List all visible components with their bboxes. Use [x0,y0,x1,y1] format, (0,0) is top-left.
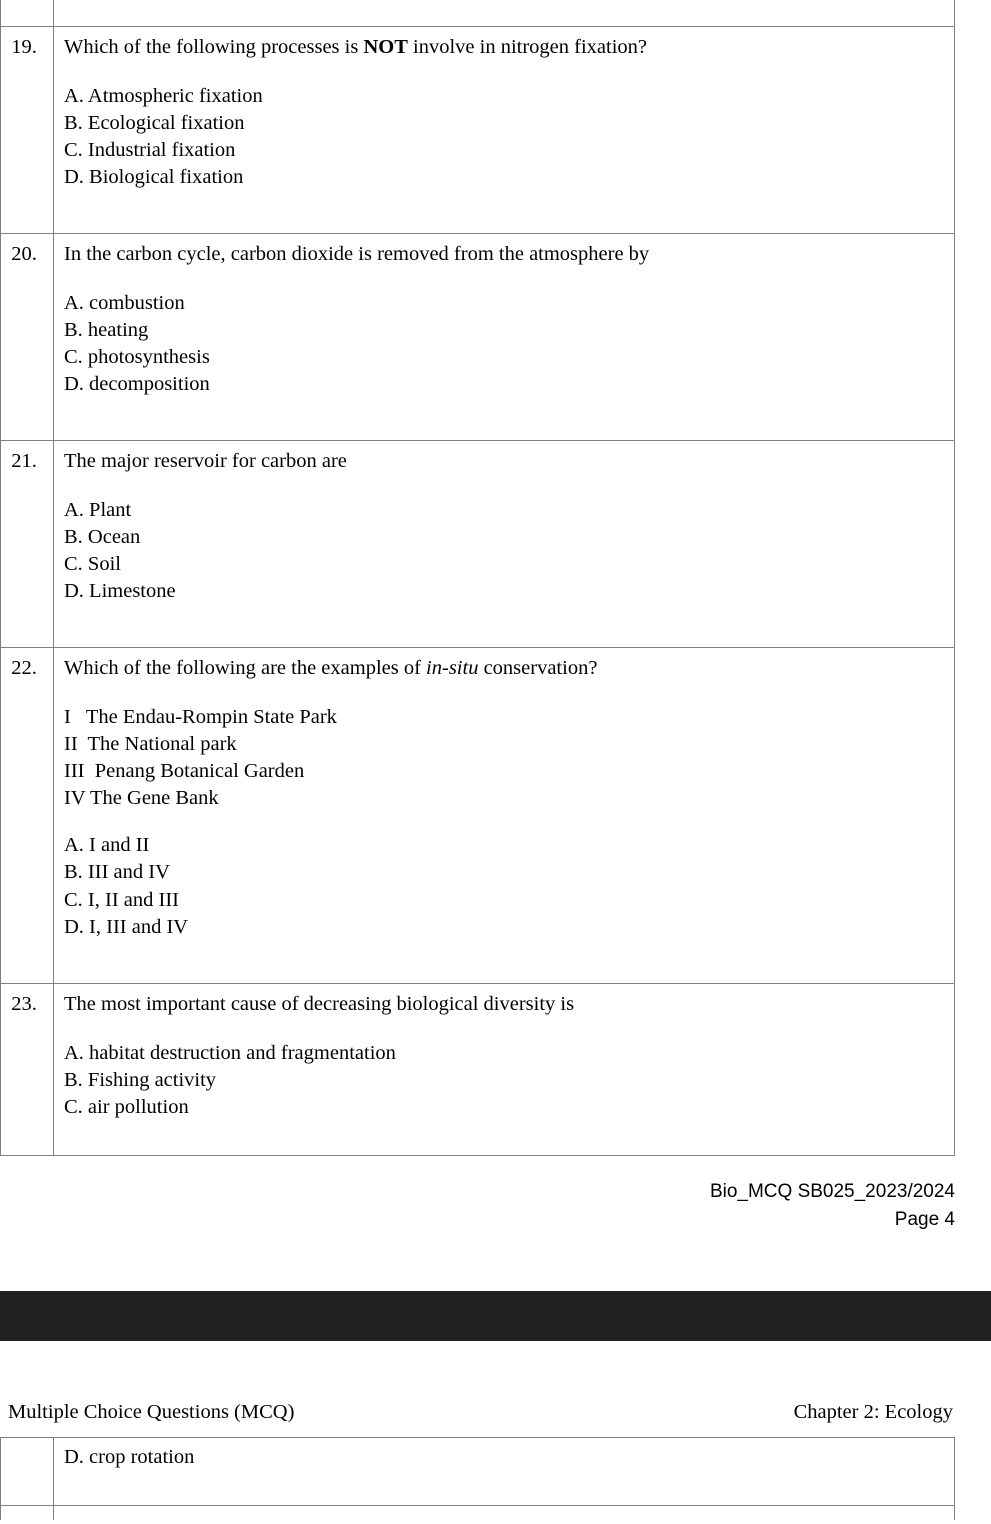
option-a: A. combustion [64,291,185,314]
question-number-cell-empty [1,1438,54,1506]
question-number-cell [1,1506,54,1521]
footer-page-number: Page 4 [894,1208,955,1230]
option-b: B. Ocean [64,526,141,549]
question-body [54,26,955,233]
option-b: B. Fishing activity [64,1068,217,1091]
running-head-right: Chapter 2: Ecology [793,1401,953,1423]
spacer [64,61,946,83]
spacer [64,605,946,639]
question-stem: In the carbon cycle, carbon dioxide is removed from the atmosphere by [64,242,650,265]
table-row [1,648,955,983]
question-number: 20. [1,233,54,440]
spacer [64,191,946,225]
spacer [64,475,946,497]
table-row [1,440,955,647]
spacer [64,812,946,832]
statement-ii: II The National park [64,733,237,756]
question-body [54,648,955,983]
table-row [1,983,955,1155]
option-a: A. Plant [64,499,132,522]
statement-iii: III Penang Botanical Garden [64,760,305,783]
question-number-cell [1,0,54,26]
page-separator-band [0,1291,991,1341]
questions-table-bottom [0,1437,955,1520]
statement-i: I The Endau-Rompin State Park [64,706,337,729]
question-stem: The major reservoir for carbon are [64,449,347,472]
question-number: 21. [1,440,54,647]
option-a: A. I and II [64,834,150,857]
question-stem-italic: in-situ [426,657,479,680]
option-d: D. Biological fixation [64,165,244,188]
table-row-clipped [1,0,955,26]
option-a: A. habitat destruction and fragmentation [64,1041,396,1064]
question-body [54,983,955,1155]
spacer [64,1471,946,1497]
page-fragment-bottom [0,1399,991,1520]
spacer [64,1018,946,1040]
question-body-cell [54,1506,955,1521]
option-b: B. Ecological fixation [64,111,245,134]
option-d: D. crop rotation [64,1446,195,1468]
option-c: C. photosynthesis [64,345,210,368]
question-body-continued [54,1438,955,1506]
question-stem-part1: Which of the following processes is [64,35,364,58]
option-d: D. Limestone [64,580,176,603]
table-row-clipped [1,1506,955,1521]
question-stem-part2: involve in nitrogen fixation? [407,35,648,58]
question-body [54,233,955,440]
option-d: D. decomposition [64,372,210,395]
table-row [1,233,955,440]
question-number: 23. [1,983,54,1155]
question-body-cell [54,0,955,26]
question-stem [64,655,946,682]
table-row [1,26,955,233]
spacer [64,268,946,290]
option-c: C. I, II and III [64,888,179,911]
spacer [64,1121,946,1147]
running-head-left: Multiple Choice Questions (MCQ) [8,1401,295,1423]
option-b: B. III and IV [64,861,170,884]
question-body [54,440,955,647]
question-stem-part2: conservation? [478,657,598,680]
option-c: C. air pollution [64,1095,189,1118]
option-a: A. Atmospheric fixation [64,84,263,107]
spacer [64,682,946,704]
spacer [64,941,946,975]
footer-document-code: Bio_MCQ SB025_2023/2024 [709,1181,955,1202]
question-stem-part1: Which of the following are the examples of [64,657,427,680]
question-stem [64,34,946,61]
option-d: D. I, III and IV [64,915,189,938]
spacer [64,398,946,432]
question-number: 22. [1,648,54,983]
table-row [1,1438,955,1506]
question-stem: The most important cause of decreasing biological diversity is [64,992,575,1015]
option-c: C. Industrial fixation [64,138,236,161]
option-b: B. heating [64,318,149,341]
question-stem-emphasis: NOT [363,35,408,58]
statement-iv: IV The Gene Bank [64,787,219,810]
option-c: C. Soil [64,553,121,576]
running-head [0,1399,955,1437]
question-number: 19. [1,26,54,233]
document-footer [0,1178,955,1233]
